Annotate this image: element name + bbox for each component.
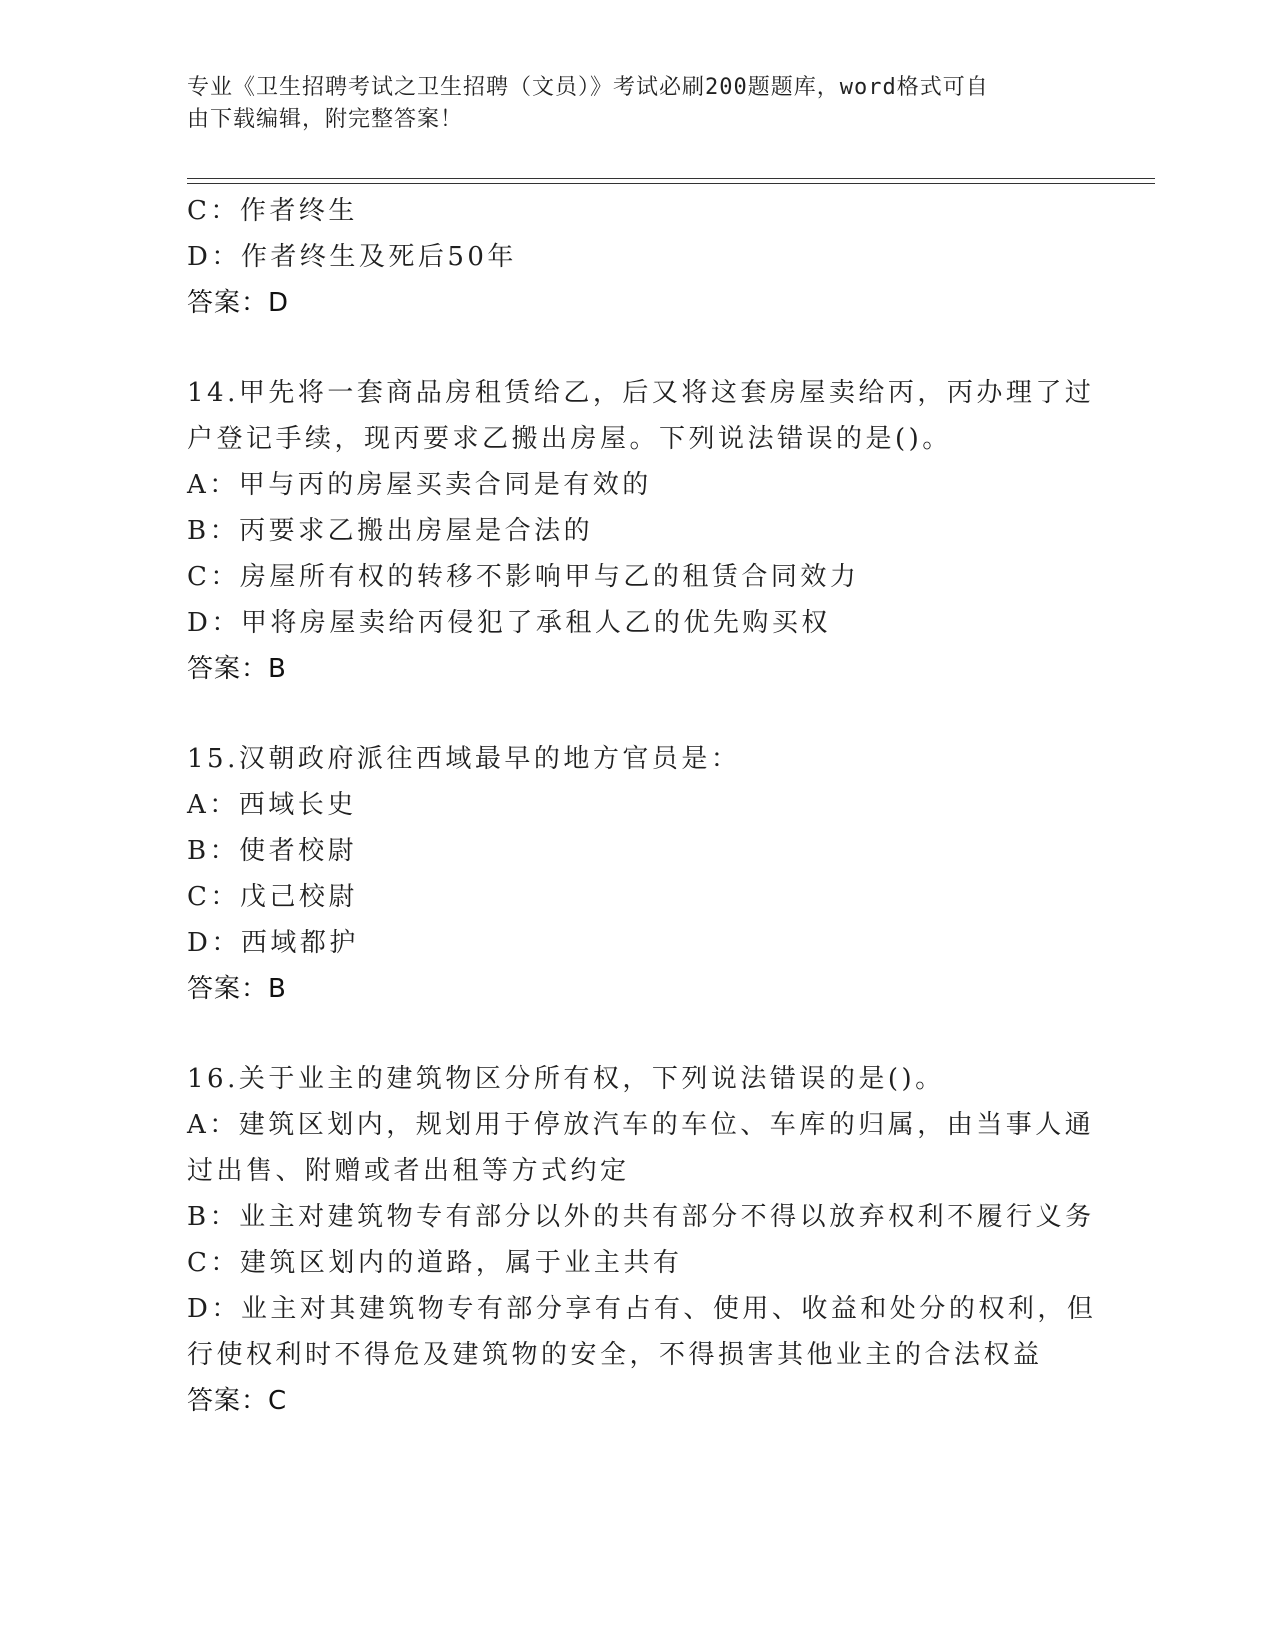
header-divider-bottom [187,183,1155,184]
question-stem: 16.关于业主的建筑物区分所有权，下列说法错误的是()。 [187,1064,945,1094]
question-stem-line-1: 14.甲先将一套商品房租赁给乙，后又将这套房屋卖给丙，丙办理了过 [187,378,1095,408]
option-c: C：建筑区划内的道路，属于业主共有 [187,1248,683,1278]
option-b: B：业主对建筑物专有部分以外的共有部分不得以放弃权利不履行义务 [187,1202,1095,1232]
option-c: C：房屋所有权的转移不影响甲与乙的租赁合同效力 [187,562,860,592]
answer: 答案：D [187,288,290,318]
option-b: B：使者校尉 [187,836,358,866]
header-line-1: 专业《卫生招聘考试之卫生招聘（文员）》考试必刷200题题库，word格式可自 [187,75,989,100]
spacer [187,1012,1107,1056]
option-d: D：西域都护 [187,928,359,958]
answer: 答案：B [187,974,287,1004]
option-b: B：丙要求乙搬出房屋是合法的 [187,516,594,546]
header-line-2: 由下载编辑，附完整答案！ [187,107,464,132]
option-d-line-1: D：业主对其建筑物专有部分享有占有、使用、收益和处分的权利，但 [187,1294,1097,1324]
question-13-tail [187,188,1107,326]
document-header [187,72,1067,136]
option-d: D：甲将房屋卖给丙侵犯了承租人乙的优先购买权 [187,608,831,638]
option-c: C：戊己校尉 [187,882,358,912]
option-a-line-2: 过出售、附赠或者出租等方式约定 [187,1156,630,1186]
question-15 [187,736,1107,1012]
question-stem-line-2: 户登记手续，现丙要求乙搬出房屋。下列说法错误的是()。 [187,424,952,454]
spacer [187,326,1107,370]
question-stem: 15.汉朝政府派往西域最早的地方官员是： [187,744,741,774]
option-a-line-1: A：建筑区划内，规划用于停放汽车的车位、车库的归属，由当事人通 [187,1110,1095,1140]
answer: 答案：C [187,1386,288,1416]
answer: 答案：B [187,654,287,684]
option-c: C：作者终生 [187,196,358,226]
option-a: A：西域长史 [187,790,357,820]
option-d: D：作者终生及死后50年 [187,242,517,272]
option-a: A：甲与丙的房屋买卖合同是有效的 [187,470,652,500]
option-d-line-2: 行使权利时不得危及建筑物的安全，不得损害其他业主的合法权益 [187,1340,1043,1370]
document-body [187,188,1107,1424]
spacer [187,692,1107,736]
question-14 [187,370,1107,692]
question-16 [187,1056,1107,1424]
header-divider-top [187,178,1155,179]
